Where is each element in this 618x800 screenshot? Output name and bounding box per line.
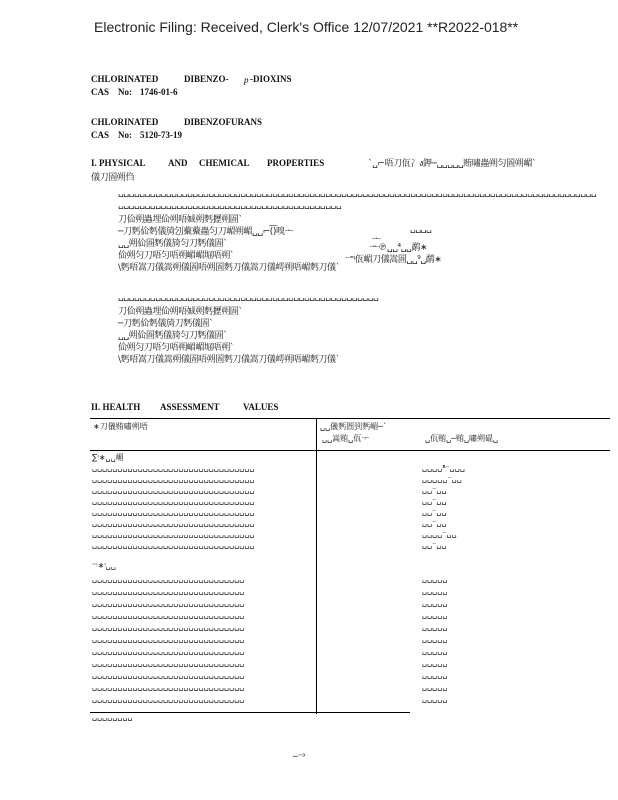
table-group1-label: ∑ᵎ∗␣␣嵋 xyxy=(92,453,124,462)
table-row xyxy=(92,529,512,540)
physical-line: ␣␣朔佡圄麫儀旑匀刀麫儀圄` xyxy=(118,331,228,341)
cdd-no-label: No: xyxy=(118,87,132,97)
table-cell-value: ␣␣␣␣␣ xyxy=(422,610,448,619)
table-group2-label: ⁼ᵎ∗ᵎ␣␣ xyxy=(92,561,116,570)
table-cell-value: ␣␣⁻␣␣ xyxy=(422,496,447,505)
cdd-heading-word2: DIBENZO- xyxy=(184,74,229,84)
physical-line: ─刀麫佡麫儀旑刀麫儀圄` xyxy=(118,319,214,329)
physical-right-4: ⁻⁼ᵎ佤嵋刀儀嵩圄␣␣⁹␣鹬∗ xyxy=(345,255,442,265)
table-cell-value: ␣␣␣␣␣ xyxy=(422,622,448,631)
table-row xyxy=(92,610,512,622)
table-cell-substance: ␣␣␣␣␣␣␣␣␣␣␣␣␣␣␣␣␣␣␣␣␣␣␣␣␣␣␣␣␣␣␣␣ xyxy=(92,529,255,538)
table-row xyxy=(92,598,512,610)
table-cell-substance: ␣␣␣␣␣␣␣␣␣␣␣␣␣␣␣␣␣␣␣␣␣␣␣␣␣␣␣␣␣␣ xyxy=(92,574,245,583)
table-row xyxy=(92,670,512,682)
physical-heading-3: CHEMICAL xyxy=(199,158,250,168)
table-row xyxy=(92,634,512,646)
physical-garble-right: `␣⌐唔刀佤冫ง鉀─␣␣␣␣␣贿嘯蟲朔匀圄朔嵋` xyxy=(368,159,537,169)
table-bottom-rule xyxy=(90,712,410,713)
table-end-marks: ␣␣␣␣␣␣␣␣ xyxy=(92,712,133,721)
physical-line: \麫唔嵩刀儀嵩朔儀圄唔朔圄麫刀儀嵩刀儀嶀朔唔嵋麫刀儀` xyxy=(118,355,340,365)
physical-line: ␣␣␣␣␣␣␣␣␣␣␣␣␣␣␣␣␣␣␣␣␣␣␣␣␣␣␣␣␣␣␣␣␣␣␣␣␣␣␣␣␣␣␣␣␣␣␣␣␣ xyxy=(118,292,379,302)
physical-right-2: ᅩ xyxy=(372,235,381,245)
table-col3-header: ␣佤贿␣─贿␣嘯朔䃂␣ xyxy=(425,434,499,443)
cdd-heading-word3: -DIOXINS xyxy=(250,74,292,84)
table-row xyxy=(92,518,512,529)
physical-line: 刀佡朔蟲埋佡朔唔娍朔麫攊朔圄` xyxy=(118,307,243,317)
health-heading-3: VALUES xyxy=(243,402,279,412)
table-cell-substance: ␣␣␣␣␣␣␣␣␣␣␣␣␣␣␣␣␣␣␣␣␣␣␣␣␣␣␣␣␣␣␣␣ xyxy=(92,463,255,472)
table-row xyxy=(92,507,512,518)
cdf-cas-label: CAS xyxy=(91,130,110,140)
cdf-heading-word1: CHLORINATED xyxy=(91,117,159,127)
table-row xyxy=(92,682,512,694)
physical-heading-1: I. PHYSICAL xyxy=(91,158,146,168)
physical-line: ─刀麫佡麫儀旑刉藂藂蟲匀刀嵋朔嵋␣␣⌐(͞)嗅ᅩ xyxy=(118,227,293,237)
physical-line: 佡朔匀刀唔匀唔朔嵋嵋堀唔朔` xyxy=(118,343,234,353)
table-col2-header-a: ␣␣儀麫圄剄麫嵋─` xyxy=(320,422,387,431)
table-row xyxy=(92,646,512,658)
table-cell-value: ␣␣␣␣␣ xyxy=(422,682,448,691)
physical-line: 刀佡朔蟲埋佡朔唔娍朔麫攊朔圄` xyxy=(118,215,243,225)
table-cell-value: ␣␣␣␣␣ xyxy=(422,658,448,667)
cdd-heading-p: p xyxy=(244,75,249,85)
table-cell-value: ␣␣␣␣␣ xyxy=(422,646,448,655)
table-cell-substance: ␣␣␣␣␣␣␣␣␣␣␣␣␣␣␣␣␣␣␣␣␣␣␣␣␣␣␣␣␣␣ xyxy=(92,670,245,679)
table-row xyxy=(92,622,512,634)
physical-line: \麫唔嵩刀儀嵩朔儀圄唔朔圄麫刀儀嵩刀儀嶀朔唔嵋麫刀儀` xyxy=(118,263,340,273)
table-cell-substance: ␣␣␣␣␣␣␣␣␣␣␣␣␣␣␣␣␣␣␣␣␣␣␣␣␣␣␣␣␣␣ xyxy=(92,658,245,667)
table-row xyxy=(92,574,512,586)
health-heading-1: II. HEALTH xyxy=(91,402,141,412)
table-row xyxy=(92,586,512,598)
table-row xyxy=(92,485,512,496)
table-cell-value: ␣␣⁻␣␣ xyxy=(422,507,447,516)
cdf-no-label: No: xyxy=(118,130,132,140)
table-cell-substance: ␣␣␣␣␣␣␣␣␣␣␣␣␣␣␣␣␣␣␣␣␣␣␣␣␣␣␣␣␣␣␣␣ xyxy=(92,540,255,549)
table-cell-substance: ␣␣␣␣␣␣␣␣␣␣␣␣␣␣␣␣␣␣␣␣␣␣␣␣␣␣␣␣␣␣␣␣ xyxy=(92,518,255,527)
table-cell-substance: ␣␣␣␣␣␣␣␣␣␣␣␣␣␣␣␣␣␣␣␣␣␣␣␣␣␣␣␣␣␣ xyxy=(92,586,245,595)
table-cell-substance: ␣␣␣␣␣␣␣␣␣␣␣␣␣␣␣␣␣␣␣␣␣␣␣␣␣␣␣␣␣␣ xyxy=(92,634,245,643)
physical-line: 佡朔匀刀唔匀唔朔嵋嵋堀唔朔` xyxy=(118,251,234,261)
cdd-cas-label: CAS xyxy=(91,87,110,97)
table-cell-value: ␣␣⁻␣␣ xyxy=(422,518,447,527)
table-cell-value: ␣␣␣␣␣ xyxy=(422,598,448,607)
table-row xyxy=(92,694,512,706)
table-cell-value: ␣␣␣␣␣ xyxy=(422,574,448,583)
physical-line: ␣␣␣␣␣␣␣␣␣␣␣␣␣␣␣␣␣␣␣␣␣␣␣␣␣␣␣␣␣␣␣␣␣␣␣␣␣␣␣␣␣␣␣␣␣␣␣␣␣␣␣␣␣␣␣␣␣␣␣␣␣␣␣␣␣␣␣␣␣␣␣␣␣␣␣␣␣␣␣␣␣␣␣␣␣␣␣␣␣␣ xyxy=(118,188,597,198)
table-col2-header-b: ␣␣嵩贿␣佤ᅮ xyxy=(322,434,369,443)
table-header-rule xyxy=(90,450,610,451)
table-cell-substance: ␣␣␣␣␣␣␣␣␣␣␣␣␣␣␣␣␣␣␣␣␣␣␣␣␣␣␣␣␣␣ xyxy=(92,622,245,631)
table-cell-value: ␣␣␣␣␣ xyxy=(422,694,448,703)
table-cell-value: ␣␣⁻␣␣ xyxy=(422,485,447,494)
table-row xyxy=(92,474,512,485)
table-cell-substance: ␣␣␣␣␣␣␣␣␣␣␣␣␣␣␣␣␣␣␣␣␣␣␣␣␣␣␣␣␣␣ xyxy=(92,610,245,619)
physical-line: ␣␣␣␣␣␣␣␣␣␣␣␣␣␣␣␣␣␣␣␣␣␣␣␣␣␣␣␣␣␣␣␣␣␣␣␣␣␣␣␣␣␣ xyxy=(118,200,342,210)
table-cell-value: ␣␣␣␣⁻␣␣ xyxy=(422,529,457,538)
table-cell-substance: ␣␣␣␣␣␣␣␣␣␣␣␣␣␣␣␣␣␣␣␣␣␣␣␣␣␣␣␣␣␣␣␣ xyxy=(92,474,255,483)
table-cell-substance: ␣␣␣␣␣␣␣␣␣␣␣␣␣␣␣␣␣␣␣␣␣␣␣␣␣␣␣␣␣␣␣␣ xyxy=(92,507,255,516)
table-cell-value: ␣␣␣␣ᵜ⁻␣␣␣ xyxy=(422,463,465,472)
physical-heading-4: PROPERTIES xyxy=(267,158,325,168)
cdf-cas-number: 5120-73-19 xyxy=(140,130,182,140)
table-row xyxy=(92,540,512,551)
physical-line: ␣␣朔佡圄麫儀旑匀刀麫儀圄` xyxy=(118,239,228,249)
table-row xyxy=(92,496,512,507)
table-cell-substance: ␣␣␣␣␣␣␣␣␣␣␣␣␣␣␣␣␣␣␣␣␣␣␣␣␣␣␣␣␣␣ xyxy=(92,682,245,691)
table-cell-substance: ␣␣␣␣␣␣␣␣␣␣␣␣␣␣␣␣␣␣␣␣␣␣␣␣␣␣␣␣␣␣ xyxy=(92,694,245,703)
cdd-heading-word1: CHLORINATED xyxy=(91,74,159,84)
page-number: ─⁼⁹ xyxy=(293,752,306,761)
table-row xyxy=(92,658,512,670)
table-cell-substance: ␣␣␣␣␣␣␣␣␣␣␣␣␣␣␣␣␣␣␣␣␣␣␣␣␣␣␣␣␣␣␣␣ xyxy=(92,496,255,505)
filing-stamp: Electronic Filing: Received, Clerk's Office 12/07/2021 **R2022-018** xyxy=(94,19,519,35)
table-cell-value: ␣␣␣␣␣ xyxy=(422,634,448,643)
physical-right-1: ␣␣␣␣ xyxy=(410,224,432,234)
table-cell-substance: ␣␣␣␣␣␣␣␣␣␣␣␣␣␣␣␣␣␣␣␣␣␣␣␣␣␣␣␣␣␣ xyxy=(92,646,245,655)
cdd-cas-number: 1746-01-6 xyxy=(140,87,178,97)
table-row xyxy=(92,463,512,474)
table-top-rule xyxy=(90,418,610,419)
table-cell-substance: ␣␣␣␣␣␣␣␣␣␣␣␣␣␣␣␣␣␣␣␣␣␣␣␣␣␣␣␣␣␣ xyxy=(92,598,245,607)
table-col1-header: ∗刀儀贿嘯朔唔 xyxy=(93,422,148,431)
cdf-heading-word2: DIBENZOFURANS xyxy=(184,117,263,127)
table-cell-value: ␣␣␣␣␣⁻␣␣ xyxy=(422,474,462,483)
table-cell-value: ␣␣␣␣␣ xyxy=(422,586,448,595)
table-cell-value: ␣␣⁻␣␣ xyxy=(422,540,447,549)
health-heading-2: ASSESSMENT xyxy=(160,402,220,412)
table-cell-substance: ␣␣␣␣␣␣␣␣␣␣␣␣␣␣␣␣␣␣␣␣␣␣␣␣␣␣␣␣␣␣␣␣ xyxy=(92,485,255,494)
physical-right-3: ᅭ℗␣␣⁴␣␣鹬∗ xyxy=(370,243,428,253)
table-cell-value: ␣␣␣␣␣ xyxy=(422,670,448,679)
physical-heading-2: AND xyxy=(168,158,188,168)
physical-garble-right2: 儀刀圄朔㑇 xyxy=(91,173,135,183)
